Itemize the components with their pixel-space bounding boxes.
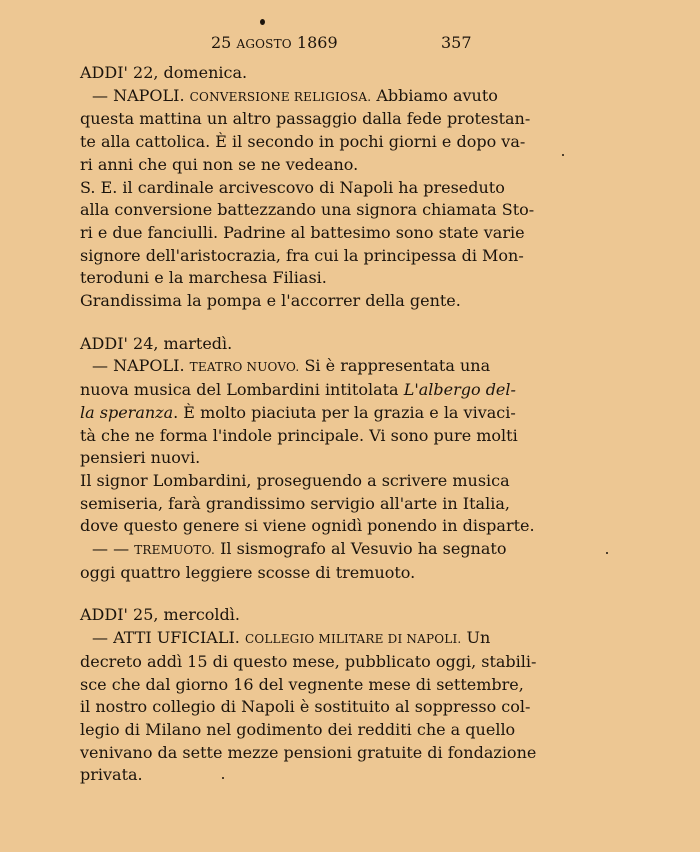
text-line: oggi quattro leggiere scosse di tremuoto.	[80, 562, 416, 582]
diary-entry	[80, 604, 537, 787]
diary-entry	[80, 62, 535, 313]
text-column	[80, 62, 537, 787]
text-line: — NAPOLI. CONVERSIONE RELIGIOSA. Abbiamo avuto	[92, 85, 498, 105]
text-line: privata.	[80, 765, 143, 785]
text-line: teroduni e la marchesa Filiasi.	[80, 268, 327, 288]
entry-date: ADDI' 25, mercoldì.	[80, 605, 240, 625]
text-line: semiseria, farà grandissimo servigio all'arte in Italia,	[80, 493, 510, 513]
page-number: 357	[441, 33, 472, 52]
text-line: pensieri nuovi.	[80, 448, 201, 468]
text-line: sce che dal giorno 16 del vegnente mese di settembre,	[80, 674, 524, 694]
text-line: Il signor Lombardini, proseguendo a scrivere musica	[80, 470, 510, 490]
entry-date: ADDI' 22, domenica.	[80, 63, 248, 82]
text-line: — ATTI UFICIALI. COLLEGIO MILITARE DI NAPOLI. Un	[92, 628, 491, 648]
text-line: decreto addì 15 di questo mese, pubblicato oggi, stabili-	[80, 651, 537, 671]
running-header	[0, 33, 700, 55]
text-line: alla conversione battezzando una signora chiamata Sto-	[80, 200, 535, 220]
ink-speck	[562, 154, 564, 156]
header-date: 25 AGOSTO 1869	[211, 33, 338, 52]
text-line: — — TREMUOTO. Il sismografo al Vesuvio ha segnato	[92, 539, 507, 559]
text-line: ri anni che qui non se ne vedeano.	[80, 154, 359, 174]
text-line: signore dell'aristocrazia, fra cui la principessa di Mon-	[80, 245, 524, 265]
ink-speck	[260, 19, 265, 25]
text-line: ri e due fanciulli. Padrine al battesimo sono state varie	[80, 222, 525, 242]
text-line: te alla cattolica. È il secondo in pochi giorni e dopo va-	[80, 132, 526, 152]
text-line: — NAPOLI. TEATRO NUOVO. Si è rappresentata una	[92, 356, 491, 376]
text-line: S. E. il cardinale arcivescovo di Napoli ha preseduto	[80, 177, 505, 197]
text-line: Grandissima la pompa e l'accorrer della gente.	[80, 291, 461, 311]
entry-date: ADDI' 24, martedì.	[80, 333, 233, 353]
text-line: il nostro collegio di Napoli è sostituito al soppresso col-	[80, 697, 531, 717]
text-line: dove questo genere si viene ognidì ponendo in disparte.	[80, 516, 535, 536]
text-line: legio di Milano nel godimento dei redditi che a quello	[80, 719, 516, 739]
text-line: nuova musica del Lombardini intitolata L'albergo del-	[80, 380, 516, 400]
ink-speck	[606, 552, 608, 554]
text-line: venivano da sette mezze pensioni gratuite di fondazione	[80, 742, 537, 762]
diary-entry	[80, 333, 535, 585]
text-line: tà che ne forma l'indole principale. Vi sono pure molti	[80, 425, 518, 445]
text-line: la speranza. È molto piaciuta per la grazia e la vivaci-	[80, 402, 516, 422]
text-line: questa mattina un altro passaggio dalla fede protestan-	[80, 109, 531, 129]
